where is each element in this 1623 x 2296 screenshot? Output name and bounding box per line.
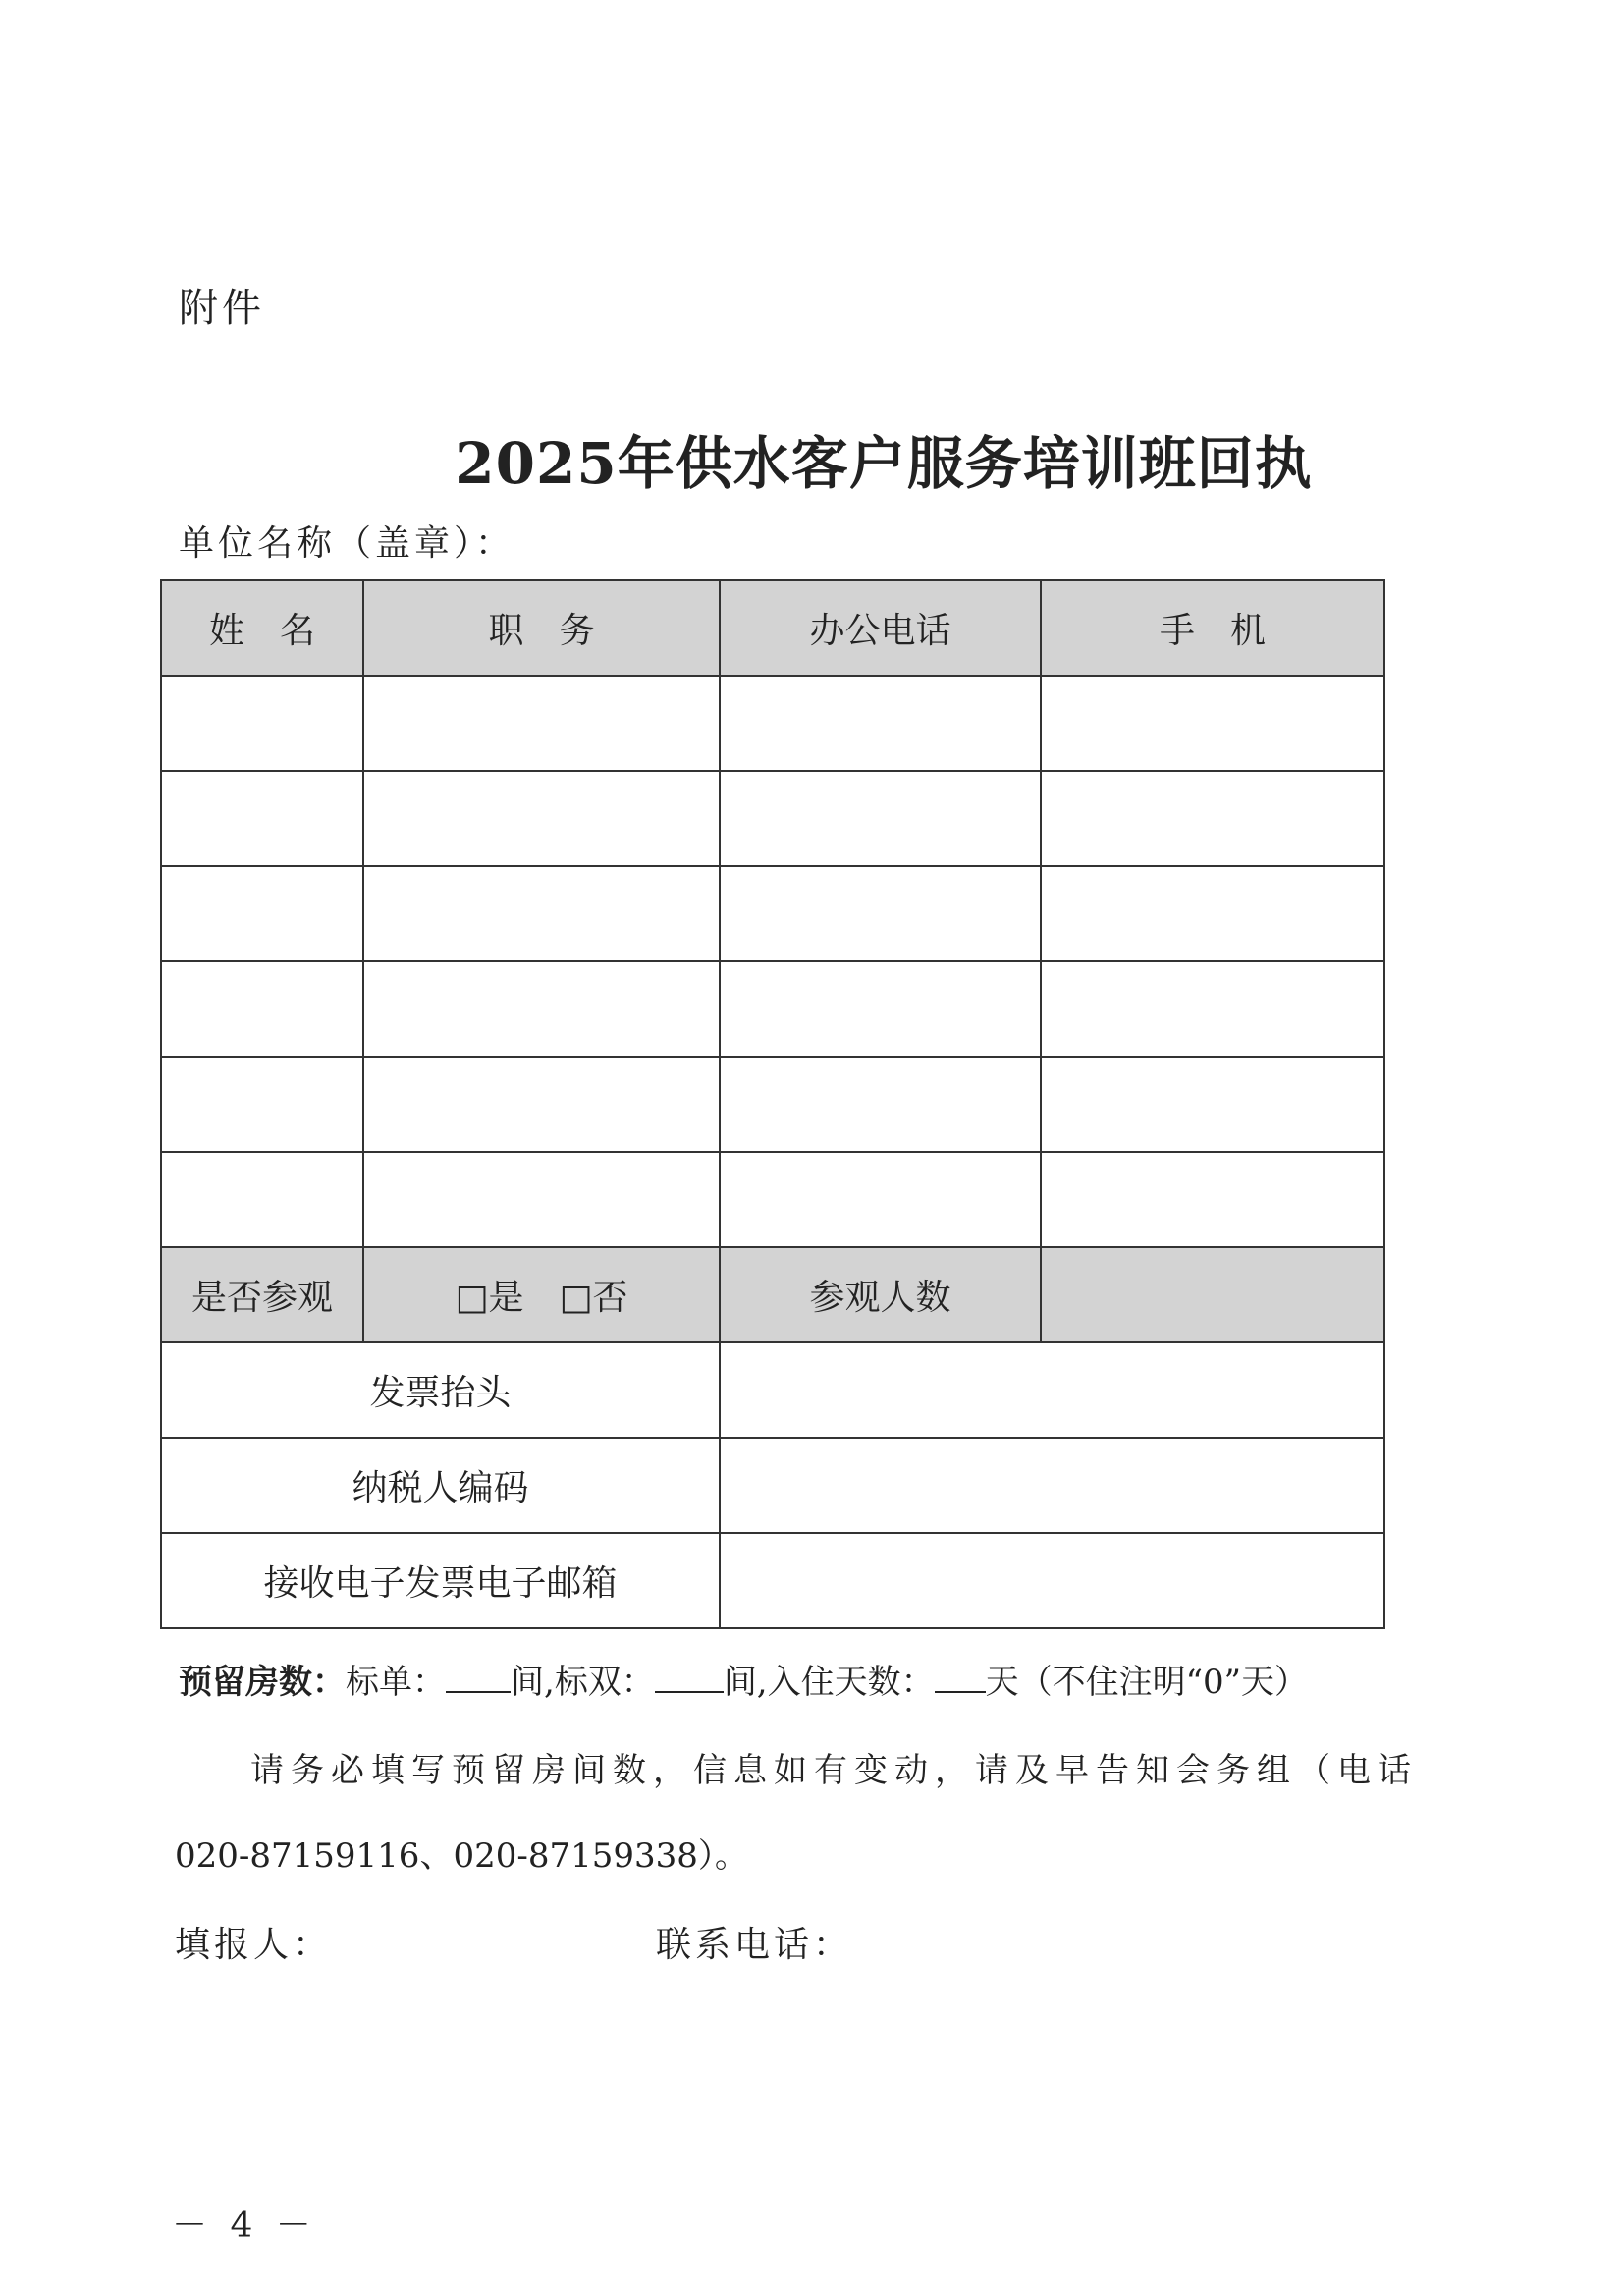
email-row [161, 1533, 1384, 1628]
table-row [161, 771, 1384, 866]
double-room-blank[interactable] [655, 1662, 724, 1693]
single-room-label: 标单： [346, 1663, 446, 1702]
office-phone-cell[interactable] [720, 866, 1041, 961]
name-cell[interactable] [161, 1057, 363, 1152]
reserve-label: 预留房数： [179, 1663, 346, 1702]
note-line-2: 020-87159116、020-87159338）。 [175, 1836, 748, 1876]
filler-label: 填报人： [175, 1925, 333, 1965]
office-phone-cell[interactable] [720, 961, 1041, 1057]
mobile-cell[interactable] [1041, 1152, 1384, 1247]
office-phone-cell[interactable] [720, 1152, 1041, 1247]
position-cell[interactable] [363, 1057, 720, 1152]
unit-name-label: 单位名称（盖章）： [179, 523, 515, 564]
name-cell[interactable] [161, 676, 363, 771]
single-room-unit: 间, [511, 1663, 555, 1702]
visit-checkboxes[interactable]: □是 □否 [363, 1247, 720, 1342]
page-number: － 4 － [172, 2206, 317, 2246]
stay-days-unit: 天（不住注明“0”天） [985, 1663, 1309, 1702]
position-cell[interactable] [363, 866, 720, 961]
mobile-cell[interactable] [1041, 961, 1384, 1057]
taxpayer-code-row [161, 1438, 1384, 1533]
mobile-cell[interactable] [1041, 676, 1384, 771]
name-cell[interactable] [161, 1152, 363, 1247]
table-row [161, 1152, 1384, 1247]
position-cell[interactable] [363, 1152, 720, 1247]
mobile-cell[interactable] [1041, 771, 1384, 866]
table-row [161, 1057, 1384, 1152]
table-row [161, 676, 1384, 771]
office-phone-cell[interactable] [720, 771, 1041, 866]
email-label: 接收电子发票电子邮箱 [161, 1533, 720, 1628]
single-room-blank[interactable] [446, 1662, 511, 1693]
header-position: 职 务 [363, 580, 720, 676]
mobile-cell[interactable] [1041, 1057, 1384, 1152]
visit-count-cell[interactable] [1041, 1247, 1384, 1342]
table-row [161, 961, 1384, 1057]
receipt-form-table [160, 579, 1385, 1629]
taxpayer-code-label: 纳税人编码 [161, 1438, 720, 1533]
invoice-title-cell[interactable] [720, 1342, 1384, 1438]
email-cell[interactable] [720, 1533, 1384, 1628]
attachment-label: 附件 [179, 286, 265, 331]
header-mobile: 手 机 [1041, 580, 1384, 676]
contact-phone-label: 联系电话： [656, 1925, 853, 1965]
visit-label: 是否参观 [161, 1247, 363, 1342]
room-reservation-line [179, 1655, 1308, 1703]
position-cell[interactable] [363, 961, 720, 1057]
double-room-label: 标双： [554, 1663, 655, 1702]
office-phone-cell[interactable] [720, 676, 1041, 771]
page-title: 2025年供水客户服务培训班回执 [455, 430, 1313, 497]
invoice-title-row [161, 1342, 1384, 1438]
header-name: 姓 名 [161, 580, 363, 676]
visit-row [161, 1247, 1384, 1342]
header-office-phone: 办公电话 [720, 580, 1041, 676]
table-header-row [161, 580, 1384, 676]
taxpayer-code-cell[interactable] [720, 1438, 1384, 1533]
visit-count-label: 参观人数 [720, 1247, 1041, 1342]
name-cell[interactable] [161, 771, 363, 866]
note-line-1: 请务必填写预留房间数，信息如有变动，请及早告知会务组（电话 [250, 1751, 1418, 1790]
office-phone-cell[interactable] [720, 1057, 1041, 1152]
position-cell[interactable] [363, 771, 720, 866]
invoice-title-label: 发票抬头 [161, 1342, 720, 1438]
double-room-unit: 间, [723, 1663, 768, 1702]
name-cell[interactable] [161, 961, 363, 1057]
mobile-cell[interactable] [1041, 866, 1384, 961]
stay-days-blank[interactable] [935, 1662, 986, 1693]
name-cell[interactable] [161, 866, 363, 961]
table-row [161, 866, 1384, 961]
position-cell[interactable] [363, 676, 720, 771]
stay-days-label: 入住天数： [767, 1663, 935, 1702]
